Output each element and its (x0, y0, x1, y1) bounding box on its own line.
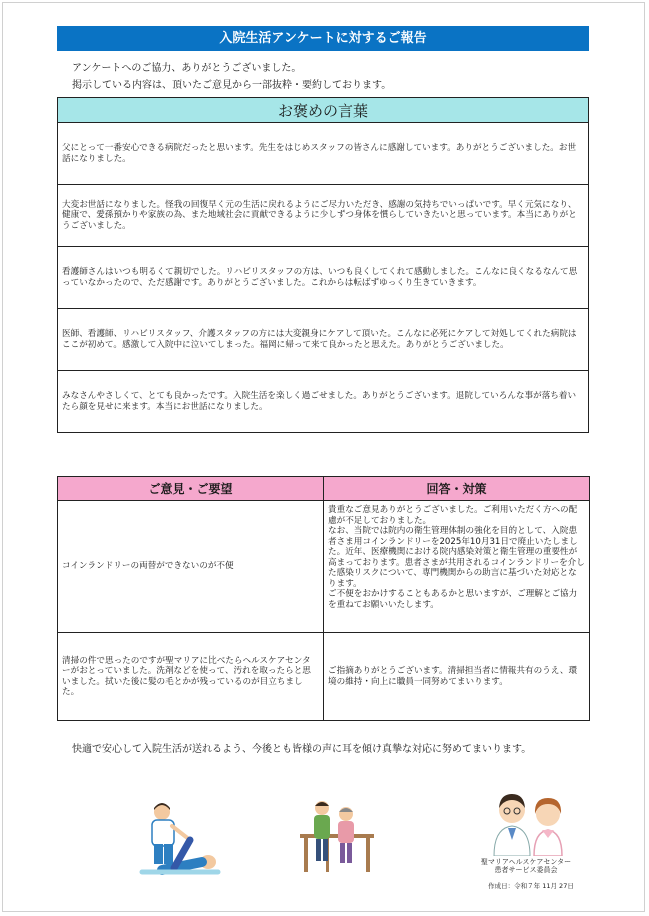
praise-item: 医師、看護師、リハビリスタッフ、介護スタッフの方には大変親身にケアして頂いた。こんなに必死にケアして対処してくれた病院はここが初めて。感激して入院中に泣いてしまった。福岡に帰って来て良かったと思えた。ありがとうございました。 (58, 309, 589, 371)
report-title: 入院生活アンケートに対するご報告 (57, 26, 589, 51)
response-cell: ご指摘ありがとうございます。清掃担当者に情報共有のうえ、環境の維持・向上に職員一同努めてまいります。 (324, 633, 590, 721)
intro-note: 掲示している内容は、頂いたご意見から一部抜粋・要約しております。 (72, 80, 392, 91)
closing-message: 快適で安心して入院生活が送れるよう、今後とも皆様の声に耳を傾け真摯な対応に努めてまいります。 (72, 744, 532, 755)
praise-item: 看護師さんはいつも明るくて親切でした。リハビリスタッフの方は、いつも良くしてくれて感動しました。こんなに良くなるなんて思っていなかったので、ただ感謝です。ありがとうございました。これからは転ばずゆっくり生きていきます。 (58, 247, 589, 309)
creation-date: 作成日：令和７年 11月 27日 (488, 882, 574, 890)
praise-heading: お褒めの言葉 (277, 101, 368, 120)
praise-item: みなさんやさしくて、とても良かったです。入院生活を楽しく過ごせました。ありがとうございます。退院していろんな事が落ち着いたら顔を見せに来ます。本当にお世話になりました。 (58, 371, 589, 433)
opinion-table (57, 476, 590, 721)
walking-parallel-bars-illustration (296, 796, 378, 876)
praise-table (57, 97, 589, 433)
request-column-header: ご意見・ご要望 (58, 477, 324, 501)
request-cell: 清掃の件で思ったのですが聖マリアに比べたらヘルスケアセンターがおとっていました。洗剤などを使って、汚れを取ったらと思いました。拭いた後に髪の毛とかが残っているのが目立ちました。 (58, 633, 324, 721)
response-cell: 貴重なご意見ありがとうございました。ご利用いただく方への配慮が不足しておりました。 なお、当院では院内の衛生管理体制の強化を目的として、入院患者さま用コインランドリーを2025年10月31日で廃止いたしました。近年、医療機関における院内感染対策と衛生管理の重要性が高まっております。患者さまが共用されるコインランドリーを介した感染リスクについて、専門機関からの助言に基づいた対応となります。 ご不便をおかけすることもあるかと思いますが、ご理解とご協力を重ねてお願いいたします。 (324, 501, 590, 633)
praise-item: 父にとって一番安心できる病院だったと思います。先生をはじめスタッフの皆さんに感謝しています。ありがとうございました。お世話になりました。 (58, 123, 589, 185)
praise-header (58, 98, 589, 123)
intro-thanks: アンケートへのご協力、ありがとうございました。 (72, 63, 302, 74)
center-name: 聖マリアヘルスケアセンター (480, 858, 572, 866)
committee-credit (472, 858, 580, 874)
praise-item: 大変お世話になりました。怪我の回復早く元の生活に戻れるようにご尽力いただき、感謝の気持ちでいっぱいです。早く元気になり、健康で、愛孫預かりや家族の為、また地域社会に貢献できるように少しずつ身体を慣らしていきたいと思っています。本当にありがとうございました。 (58, 185, 589, 247)
request-cell: コインランドリーの両替ができないのが不便 (58, 501, 324, 633)
doctor-nurse-illustration (482, 788, 576, 856)
response-column-header: 回答・対策 (324, 477, 590, 501)
committee-name: 患者サービス委員会 (494, 866, 558, 874)
rehab-stretch-illustration (132, 800, 224, 878)
